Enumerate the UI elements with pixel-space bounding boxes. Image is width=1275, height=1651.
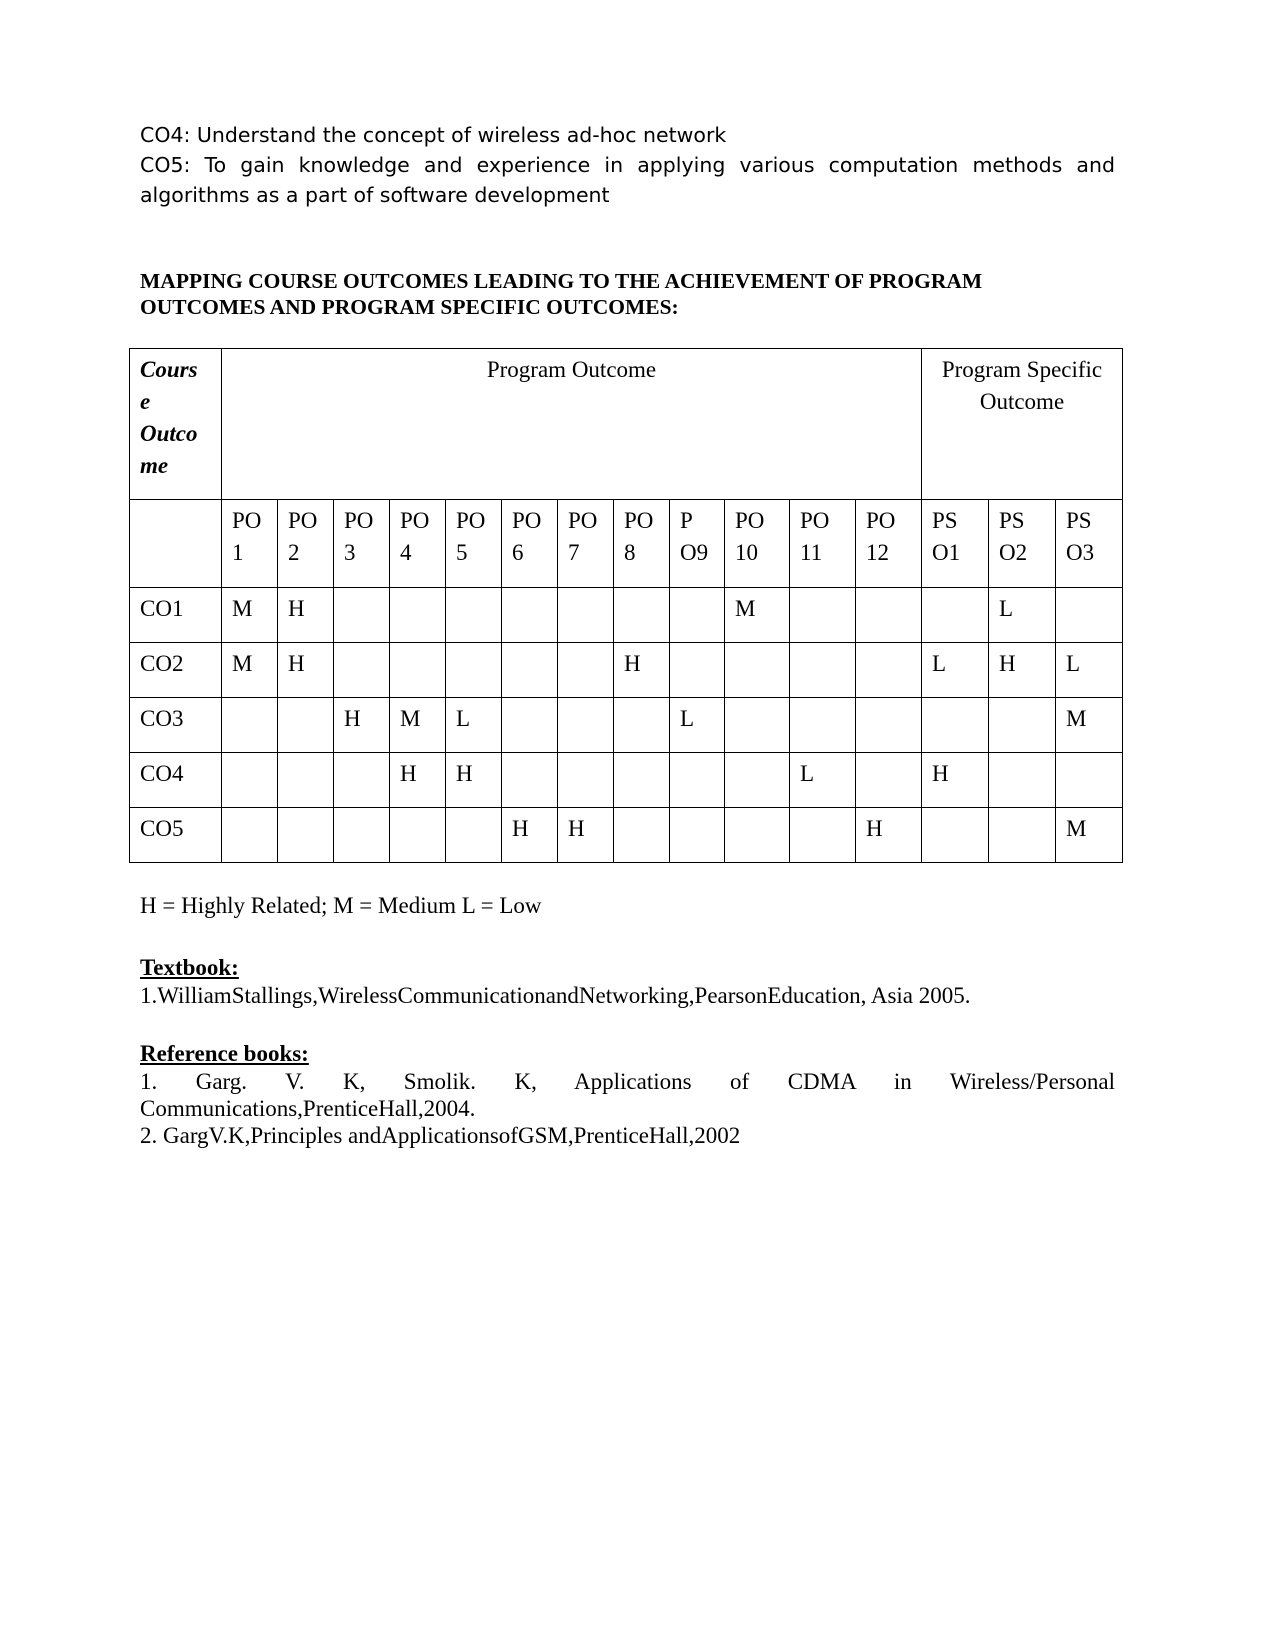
mapping-cell: L bbox=[446, 698, 502, 753]
mapping-heading-line-1: MAPPING COURSE OUTCOMES LEADING TO THE ACHIEVEMENT OF PROGRAM bbox=[140, 269, 983, 293]
mapping-cell bbox=[1056, 588, 1123, 643]
mapping-cell: H bbox=[922, 753, 989, 808]
column-label bbox=[725, 500, 790, 588]
cell-text: 4 bbox=[400, 540, 412, 565]
co-label: CO2 bbox=[130, 643, 222, 698]
mapping-cell bbox=[989, 698, 1056, 753]
column-label bbox=[278, 500, 334, 588]
cell-text: 3 bbox=[344, 540, 356, 565]
cell-text: PO bbox=[344, 508, 374, 533]
mapping-cell bbox=[856, 588, 922, 643]
cell-text: PO bbox=[400, 508, 430, 533]
column-label-row bbox=[130, 500, 1123, 588]
mapping-cell bbox=[334, 808, 390, 863]
mapping-cell bbox=[390, 808, 446, 863]
mapping-cell bbox=[222, 698, 278, 753]
cell-text: O3 bbox=[1066, 540, 1095, 565]
cell-text: PS bbox=[1066, 508, 1092, 533]
mapping-cell bbox=[670, 643, 725, 698]
cell-text: Outco bbox=[140, 421, 198, 446]
mapping-cell: H bbox=[390, 753, 446, 808]
mapping-cell bbox=[278, 753, 334, 808]
mapping-cell bbox=[390, 588, 446, 643]
column-label bbox=[922, 500, 989, 588]
mapping-cell bbox=[856, 698, 922, 753]
mapping-cell: H bbox=[558, 808, 614, 863]
column-label bbox=[790, 500, 856, 588]
mapping-cell bbox=[502, 643, 558, 698]
cell-text: 6 bbox=[512, 540, 524, 565]
mapping-cell bbox=[1056, 753, 1123, 808]
column-label bbox=[446, 500, 502, 588]
cell-text: PS bbox=[999, 508, 1025, 533]
mapping-cell bbox=[790, 588, 856, 643]
mapping-cell bbox=[725, 753, 790, 808]
column-label bbox=[558, 500, 614, 588]
reference-title: Reference books: bbox=[140, 1041, 309, 1066]
mapping-cell bbox=[670, 588, 725, 643]
mapping-cell bbox=[558, 588, 614, 643]
mapping-cell: M bbox=[222, 588, 278, 643]
mapping-cell: L bbox=[1056, 643, 1123, 698]
mapping-cell bbox=[446, 588, 502, 643]
program-outcome-header bbox=[222, 349, 922, 500]
textbook-title: Textbook: bbox=[140, 955, 239, 980]
cell-text: O1 bbox=[932, 540, 961, 565]
mapping-cell: M bbox=[1056, 808, 1123, 863]
mapping-cell bbox=[856, 643, 922, 698]
mapping-cell bbox=[725, 698, 790, 753]
cell-text: P bbox=[680, 508, 693, 533]
mapping-cell: H bbox=[989, 643, 1056, 698]
mapping-cell bbox=[790, 808, 856, 863]
mapping-cell bbox=[558, 753, 614, 808]
cell-text: 7 bbox=[568, 540, 580, 565]
co-label: CO3 bbox=[130, 698, 222, 753]
mapping-cell: M bbox=[222, 643, 278, 698]
table-row bbox=[130, 698, 1123, 753]
cell-text: PO bbox=[866, 508, 896, 533]
mapping-cell bbox=[614, 753, 670, 808]
column-label bbox=[614, 500, 670, 588]
mapping-cell: L bbox=[989, 588, 1056, 643]
cell-text: 5 bbox=[456, 540, 468, 565]
cell-text: Program Outcome bbox=[486, 357, 657, 382]
mapping-cell bbox=[502, 753, 558, 808]
cell-text: 1 bbox=[232, 540, 244, 565]
cell-text: Cours bbox=[140, 357, 198, 382]
mapping-cell bbox=[725, 808, 790, 863]
course-outcome-header bbox=[130, 349, 222, 500]
mapping-cell: M bbox=[1056, 698, 1123, 753]
mapping-cell bbox=[446, 808, 502, 863]
column-label bbox=[856, 500, 922, 588]
textbook-list bbox=[140, 982, 1115, 1009]
mapping-cell bbox=[334, 753, 390, 808]
table-row bbox=[130, 588, 1123, 643]
co-label: CO1 bbox=[130, 588, 222, 643]
legend: H = Highly Related; M = Medium L = Low bbox=[140, 893, 542, 918]
mapping-cell: L bbox=[922, 643, 989, 698]
mapping-cell bbox=[558, 698, 614, 753]
cell-text: PO bbox=[568, 508, 598, 533]
reference-list bbox=[140, 1068, 1115, 1149]
mapping-cell bbox=[922, 698, 989, 753]
mapping-cell bbox=[278, 808, 334, 863]
cell-text: PO bbox=[232, 508, 262, 533]
mapping-cell: M bbox=[725, 588, 790, 643]
mapping-cell bbox=[922, 588, 989, 643]
cell-text: me bbox=[140, 453, 169, 478]
mapping-cell: H bbox=[334, 698, 390, 753]
mapping-cell: L bbox=[670, 698, 725, 753]
mapping-cell bbox=[614, 808, 670, 863]
co-po-mapping-table bbox=[129, 348, 1123, 863]
column-label bbox=[222, 500, 278, 588]
mapping-heading bbox=[140, 268, 1100, 320]
mapping-cell bbox=[446, 643, 502, 698]
mapping-heading-line-2: OUTCOMES AND PROGRAM SPECIFIC OUTCOMES: bbox=[140, 295, 679, 319]
column-label bbox=[390, 500, 446, 588]
mapping-cell bbox=[614, 698, 670, 753]
reference-item: 2. GargV.K,Principles andApplicationsofGSM,PrenticeHall,2002 bbox=[140, 1123, 741, 1148]
mapping-cell: H bbox=[856, 808, 922, 863]
mapping-cell bbox=[278, 698, 334, 753]
mapping-cell: H bbox=[278, 588, 334, 643]
co-label: CO4 bbox=[130, 753, 222, 808]
co4-text: CO4: Understand the concept of wireless ad-hoc network bbox=[140, 123, 727, 147]
table-row bbox=[130, 808, 1123, 863]
column-label bbox=[989, 500, 1056, 588]
mapping-cell: H bbox=[278, 643, 334, 698]
reference-item: 1. Garg. V. K, Smolik. K, Applications of CDMA in Wireless/Personal Communications,PrenticeHall,2004. bbox=[140, 1069, 1115, 1121]
mapping-cell bbox=[989, 808, 1056, 863]
empty-cell bbox=[130, 500, 222, 588]
cell-text: PS bbox=[932, 508, 958, 533]
cell-text: O2 bbox=[999, 540, 1028, 565]
mapping-cell bbox=[558, 643, 614, 698]
co5-text: CO5: To gain knowledge and experience in applying various computation methods and algorithms as a part of software development bbox=[140, 153, 1115, 207]
column-label bbox=[502, 500, 558, 588]
mapping-cell bbox=[989, 753, 1056, 808]
mapping-cell: L bbox=[790, 753, 856, 808]
cell-text: Outcome bbox=[979, 389, 1065, 414]
mapping-cell bbox=[670, 808, 725, 863]
cell-text: Program Specific bbox=[941, 357, 1103, 382]
mapping-cell bbox=[222, 753, 278, 808]
cell-text: PO bbox=[624, 508, 654, 533]
mapping-cell bbox=[790, 643, 856, 698]
cell-text: 10 bbox=[735, 540, 758, 565]
mapping-cell bbox=[222, 808, 278, 863]
cell-text: PO bbox=[512, 508, 542, 533]
course-outcomes bbox=[140, 120, 1115, 210]
header-row bbox=[130, 349, 1123, 500]
mapping-cell: H bbox=[614, 643, 670, 698]
mapping-cell: H bbox=[446, 753, 502, 808]
mapping-cell: H bbox=[502, 808, 558, 863]
cell-text: PO bbox=[800, 508, 830, 533]
pso-header bbox=[922, 349, 1123, 500]
mapping-cell bbox=[922, 808, 989, 863]
cell-text: 12 bbox=[866, 540, 889, 565]
mapping-cell bbox=[790, 698, 856, 753]
table-row bbox=[130, 643, 1123, 698]
co-label: CO5 bbox=[130, 808, 222, 863]
table-row bbox=[130, 753, 1123, 808]
cell-text: 11 bbox=[800, 540, 823, 565]
cell-text: e bbox=[140, 389, 151, 414]
cell-text: PO bbox=[288, 508, 318, 533]
cell-text: PO bbox=[735, 508, 765, 533]
column-label bbox=[1056, 500, 1123, 588]
mapping-cell bbox=[670, 753, 725, 808]
mapping-cell bbox=[856, 753, 922, 808]
mapping-cell bbox=[614, 588, 670, 643]
cell-text: O9 bbox=[680, 540, 709, 565]
textbook-item: 1.WilliamStallings,WirelessCommunicationandNetworking,PearsonEducation, Asia 2005. bbox=[140, 983, 971, 1008]
mapping-cell: M bbox=[390, 698, 446, 753]
cell-text: 8 bbox=[624, 540, 636, 565]
cell-text: 2 bbox=[288, 540, 300, 565]
column-label bbox=[670, 500, 725, 588]
cell-text: PO bbox=[456, 508, 486, 533]
mapping-cell bbox=[334, 643, 390, 698]
mapping-cell bbox=[390, 643, 446, 698]
column-label bbox=[334, 500, 390, 588]
mapping-cell bbox=[725, 643, 790, 698]
mapping-cell bbox=[334, 588, 390, 643]
mapping-cell bbox=[502, 588, 558, 643]
mapping-cell bbox=[502, 698, 558, 753]
